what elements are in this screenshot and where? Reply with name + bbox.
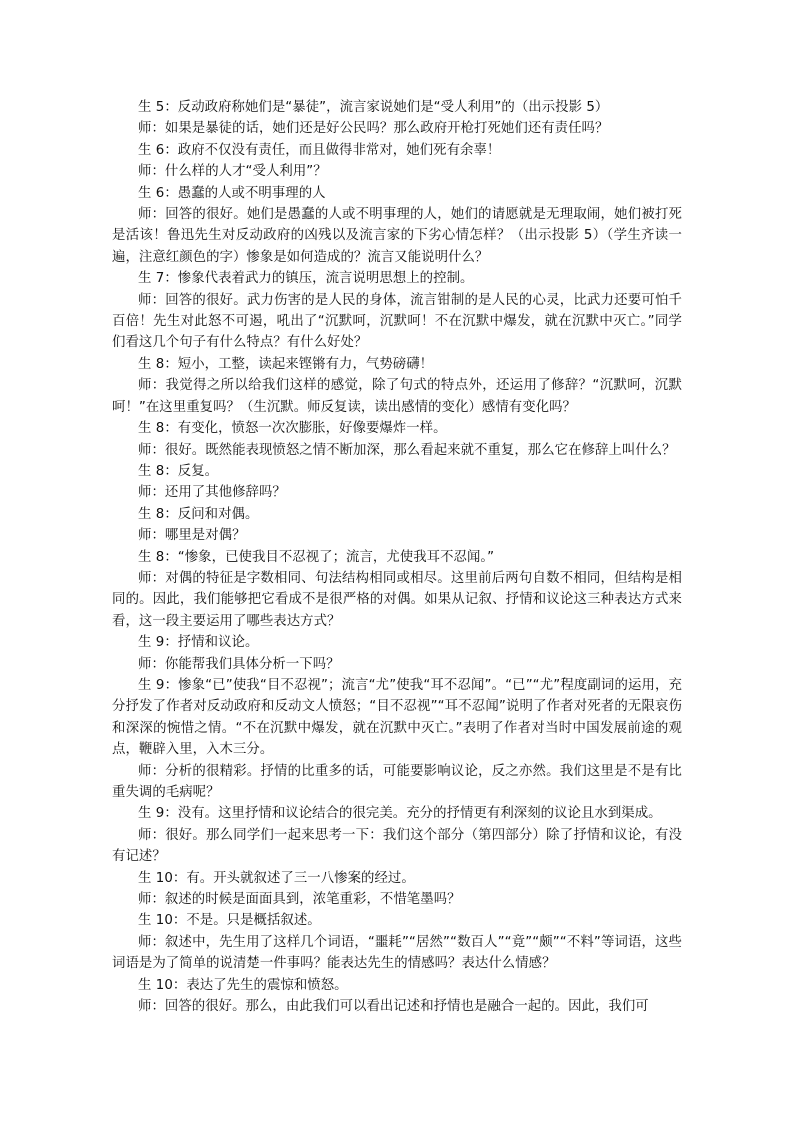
paragraph: 师：哪里是对偶？: [138, 528, 246, 544]
paragraph: 师：还用了其他修辞吗？: [138, 485, 286, 501]
paragraph: 生 10：有。开头就叙述了三一八惨案的经过。: [138, 870, 415, 886]
paragraph: 生 10：不是。只是概括叙述。: [138, 913, 321, 929]
paragraph: 生 8：有变化，愤怒一次次膨胀，好像要爆炸一样。: [138, 421, 447, 437]
paragraph: 师：我觉得之所以给我们这样的感觉，除了句式的特点外，还运用了修辞？“沉默呵，沉默呵！”在这里重复吗？（生沉默。师反复读，读出感情的变化）感情有变化吗？: [112, 378, 682, 415]
paragraph: 生 8：反复。: [138, 463, 219, 479]
paragraph: 师：很好。那么同学们一起来思考一下：我们这个部分（第四部分）除了抒情和议论，有没有记述？: [112, 827, 682, 865]
paragraph: 生 6：愚蠢的人或不明事理的人: [138, 185, 326, 201]
paragraph: 生 6：政府不仅没有责任，而且做得非常对，她们死有余辜！: [138, 142, 501, 158]
paragraph: 生 8：“惨象，已使我目不忍视了；流言，尤使我耳不忍闻。”: [138, 549, 495, 565]
paragraph: 生 10：表达了先生的震惊和愤怒。: [138, 977, 348, 993]
document-page: [112, 97, 682, 1017]
paragraph: 师：很好。既然能表现愤怒之情不断加深，那么看起来就不重复，那么它在修辞上叫什么？: [138, 442, 676, 458]
paragraph: 师：你能帮我们具体分析一下吗？: [138, 656, 340, 672]
paragraph: 生 9：没有。这里抒情和议论结合的很完美。充分的抒情更有利深刻的议论且水到渠成。: [138, 806, 662, 822]
paragraph: 师：叙述的时候是面面具到，浓笔重彩，不惜笔墨吗？: [138, 892, 461, 908]
paragraph: 师：分析的很精彩。抒情的比重多的话，可能要影响议论，反之亦然。我们这里是不是有比重失调的毛病呢？: [112, 763, 682, 800]
paragraph: 师：回答的很好。那么，由此我们可以看出记述和抒情也是融合一起的。因此，我们可: [138, 999, 649, 1015]
paragraph: 生 5：反动政府称她们是“暴徒”，流言家说她们是“受人利用”的（出示投影 5）: [138, 100, 609, 115]
paragraph: 生 9：惨象“已”使我“目不忍视”；流言“尤”使我“耳不忍闻”。“已”“尤”程度副词的运用，充分抒发了作者对反动政府和反动文人愤怒；“目不忍视”“耳不忍闻”说明了作者对死者的无限哀伤和深深的惋惜之情。“不在沉默中爆发，就在沉默中灭亡。”表明了作者对当时中国发展前途的观点，鞭辟入里，入木三分。: [112, 677, 682, 758]
paragraph: 师：回答的很好。武力伤害的是人民的身体，流言钳制的是人民的心灵，比武力还要可怕千百倍！先生对此怒不可遏，吼出了“沉默呵，沉默呵！不在沉默中爆发，就在沉默中灭亡。”同学们看这几个句子有什么特点？有什么好处？: [112, 292, 682, 351]
paragraph: 师：回答的很好。她们是愚蠢的人或不明事理的人，她们的请愿就是无理取闹，她们被打死是活该！鲁迅先生对反动政府的凶残以及流言家的下劣心情怎样？（出示投影 5）（学生齐读一遍，注意红颜色的字）惨象是如何造成的？流言又能说明什么？: [112, 207, 682, 265]
paragraph: 师：对偶的特征是字数相同、句法结构相同或相尽。这里前后两句自数不相同，但结构是相同的。因此，我们能够把它看成不是很严格的对偶。如果从记叙、抒情和议论这三种表达方式来看，这一段主要运用了哪些表达方式？: [112, 570, 682, 629]
paragraph: 师：如果是暴徒的话，她们还是好公民吗？那么政府开枪打死她们还有责任吗？: [138, 121, 609, 137]
paragraph: 生 8：短小，工整，读起来铿锵有力，气势磅礴！: [138, 356, 434, 372]
paragraph: 师：什么样的人才“受人利用”？: [138, 164, 327, 180]
paragraph: 师：叙述中，先生用了这样几个词语，“噩耗”“居然”“数百人”“竟”“颇”“不料”等词语，这些词语是为了简单的说清楚一件事吗？能表达先生的情感吗？表达什么情感？: [112, 934, 682, 972]
paragraph: 生 7：惨象代表着武力的镇压，流言说明思想上的控制。: [138, 271, 474, 287]
paragraph: 生 8：反问和对偶。: [138, 506, 259, 522]
paragraph: 生 9：抒情和议论。: [138, 635, 259, 651]
